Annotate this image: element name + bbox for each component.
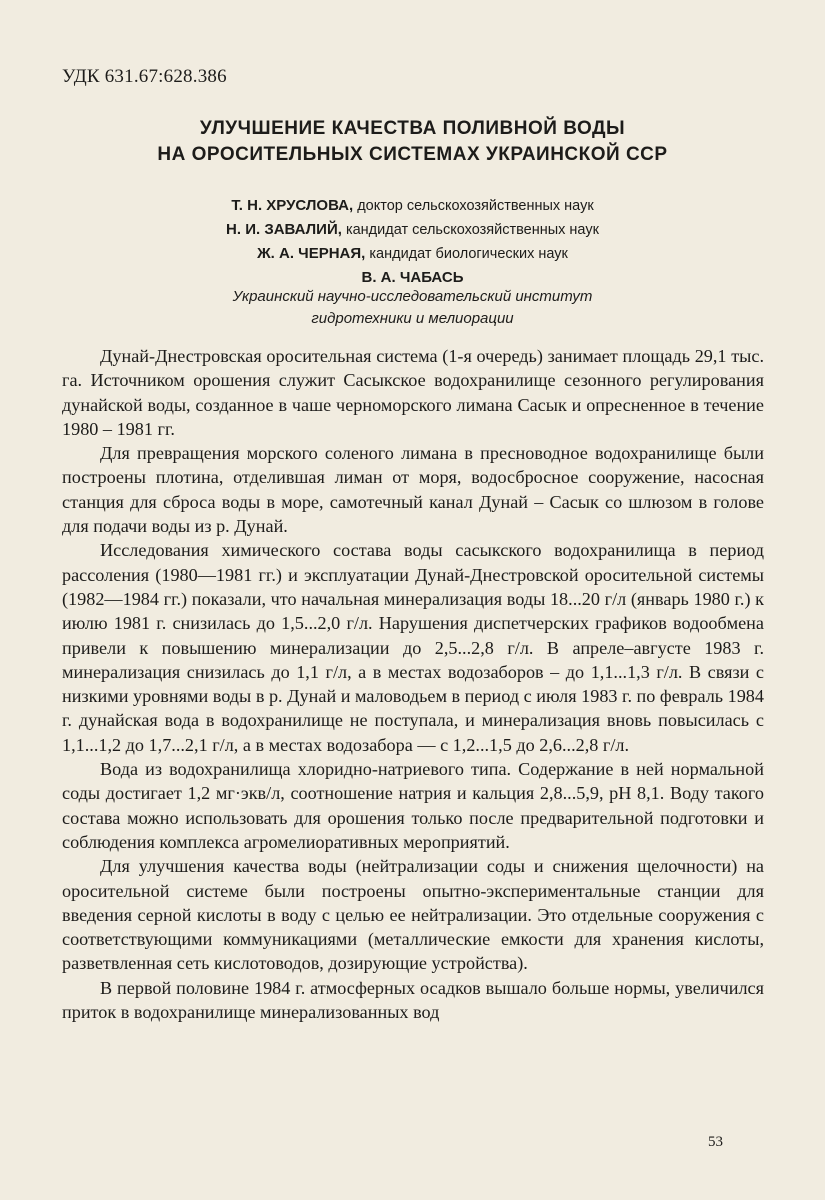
paragraph: В первой половине 1984 г. атмосферных осадков вышало больше нормы, увеличился приток в водохранилище минерализованных вод [62,977,764,1023]
article-title [0,116,825,168]
institute-affiliation [0,286,825,330]
title-line: УЛУЧШЕНИЕ КАЧЕСТВА ПОЛИВНОЙ ВОДЫ [199,118,626,139]
author-degree: доктор сельскохозяйственных наук [357,198,594,214]
paragraph: Дунай-Днестровская оросительная система (1-я очередь) занимает площадь 29,1 тыс. га. Источником орошения служит Сасыкское водохранилище сезонного регулирования дунайской воды, созданное в чаше черноморского лимана Сасык и опресненное в течение 1980 – 1981 гг. [62,346,764,439]
author-name: Т. Н. ХРУСЛОВА, [231,197,354,214]
author-line [0,194,825,218]
article-body [62,344,764,1024]
title-line: НА ОРОСИТЕЛЬНЫХ СИСТЕМАХ УКРАИНСКОЙ ССР [157,144,668,165]
institute-line: Украинский научно-исследовательский институт [232,288,593,305]
paragraph: Исследования химического состава воды сасыкского водохранилища в период рассоления (1980—1981 гг.) и эксплуатации Дунай-Днестровской оросительной системы (1982—1984 гг.) показали, что начальная минерализация воды 18...20 г/л (январь 1980 г.) к июлю 1981 г. снизилась до 1,5...2,0 г/л. Нарушения диспетчерских графиков водообмена привели к повышению минерализации до 2,5...2,8 г/л. В апреле–августе 1983 г. минерализация снизилась до 1,1 г/л, а в местах водозаборов – до 1,1...1,3 г/л. В связи с низкими уровнями воды в р. Дунай и маловодьем в период с июля 1983 г. по февраль 1984 г. дунайская вода в водохранилище не поступала, и минерализация вновь повысилась с 1,1...1,2 до 1,7...2,1 г/л, а в местах водозабора — с 1,2...1,5 до 2,6...2,8 г/л. [62,540,764,755]
author-line [0,218,825,242]
udk-code: УДК 631.67:628.386 [62,66,227,87]
paragraph: Вода из водохранилища хлоридно-натриевого типа. Содержание в ней нормальной соды достигает 1,2 мг·экв/л, соотношение натрия и кальция 2,8...5,9, pH 8,1. Воду такого состава можно использовать для орошения только после предварительной подготовки и соблюдения комплекса агромелиоративных мероприятий. [62,759,764,852]
author-name: В. А. ЧАБАСЬ [361,269,464,286]
author-degree: кандидат биологических наук [369,246,568,262]
institute-line: гидротехники и мелиорации [311,310,514,327]
author-list [0,194,825,290]
author-name: Ж. А. ЧЕРНАЯ, [257,245,366,262]
author-line [0,242,825,266]
paragraph: Для превращения морского соленого лимана в пресноводное водохранилище были построены плотина, отделившая лиман от моря, водосбросное сооружение, насосная станция для сброса воды в море, самотечный канал Дунай – Сасык со шлюзом в голове для подачи воды из р. Дунай. [62,443,764,537]
page-number: 53 [708,1134,723,1150]
author-name: Н. И. ЗАВАЛИЙ, [226,221,342,238]
author-degree: кандидат сельскохозяйственных наук [345,222,599,238]
paragraph: Для улучшения качества воды (нейтрализации соды и снижения щелочности) на оросительной системе были построены опытно-экспериментальные станции для введения серной кислоты в воду с целью ее нейтрализации. Это отдельные сооружения с соответствующими коммуникациями (металлические емкости для хранения кислоты, разветвленная сеть кислотоводов, дозирующие устройства). [62,856,764,974]
